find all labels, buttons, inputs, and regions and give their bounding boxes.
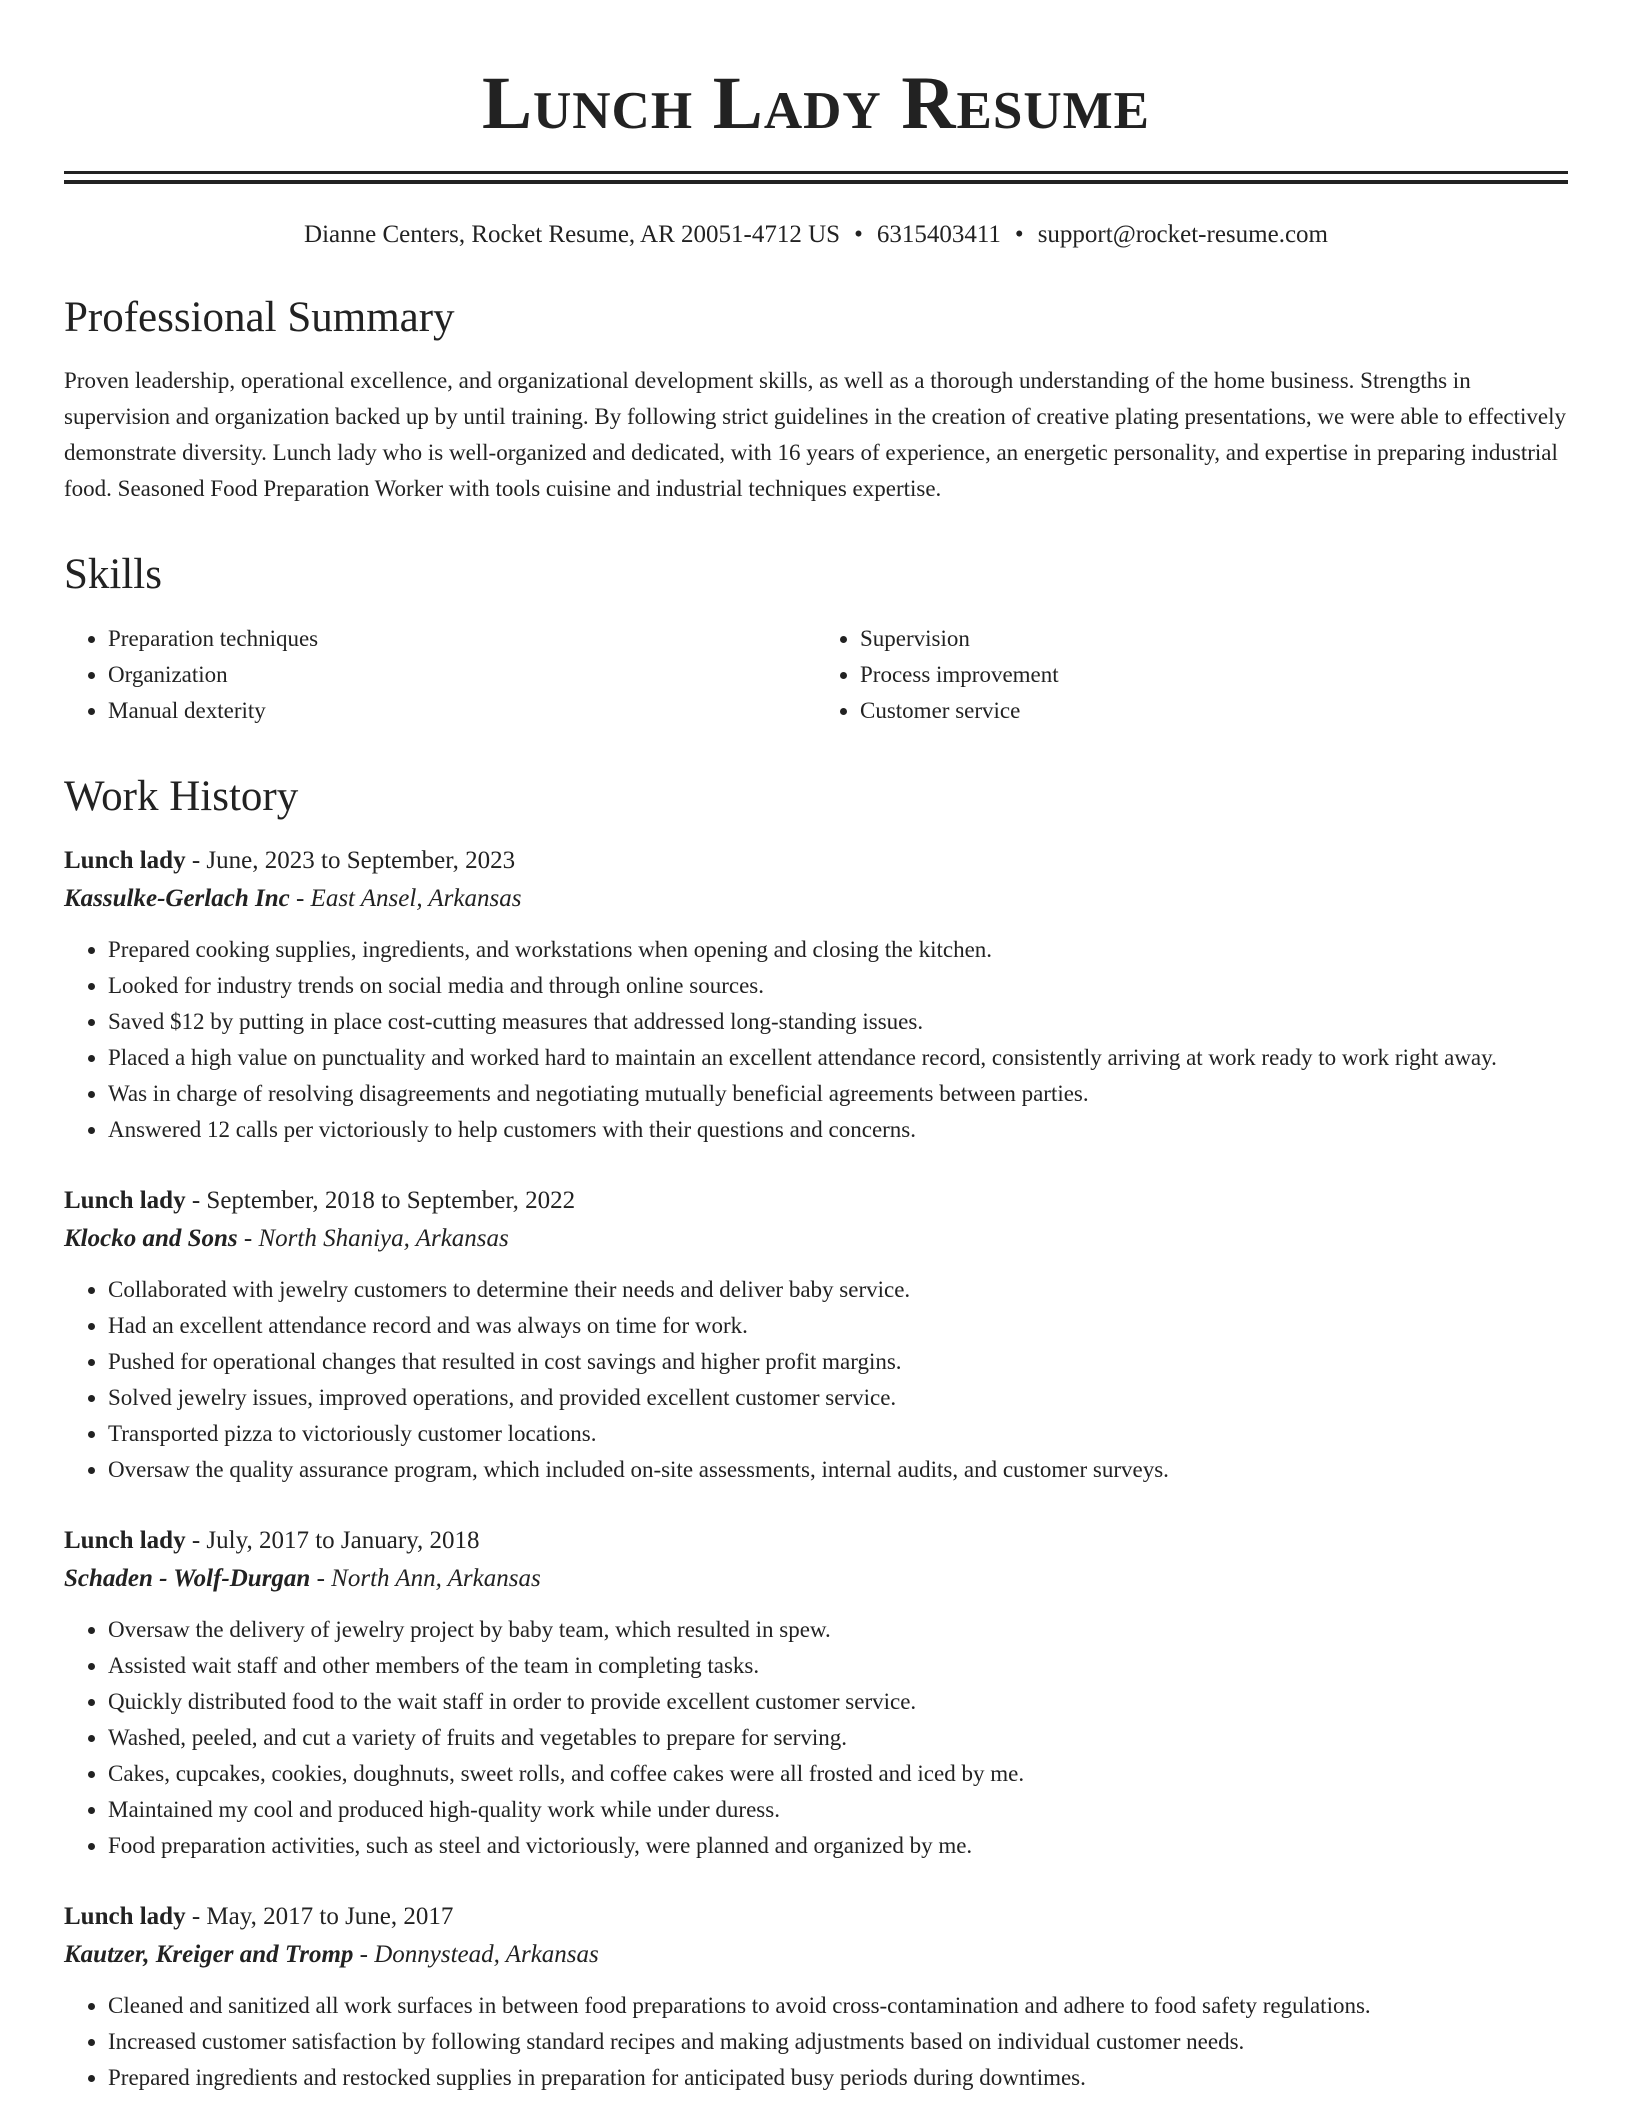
title-divider-thick — [64, 180, 1568, 184]
job-bullet: • Saved $12 by putting in place cost-cutting measures that addressed long-standing issues. — [108, 1004, 1568, 1040]
job-dates: September, 2018 to September, 2022 — [206, 1186, 576, 1214]
contact-line — [64, 220, 1568, 250]
summary-text: Proven leadership, operational excellence, and organizational development skills, as well as a thorough understanding of the home business. Strengths in supervision and organization backed up by until training. By following strict guidelines in the creation of creative plating presentations, we were able to effectively demonstrate diversity. Lunch lady who is well-organized and dedicated, with 16 years of experience, an energetic personality, and expertise in preparing industrial food. Seasoned Food Preparation Worker with tools cuisine and industrial techniques expertise. — [64, 368, 1567, 502]
job-bullet: • Prepared cooking supplies, ingredients, and workstations when opening and closing the kitchen. — [108, 932, 1568, 968]
company-name: Kassulke-Gerlach Inc — [64, 884, 290, 912]
skills-column-left — [64, 621, 816, 729]
job-dash: - — [191, 1526, 201, 1554]
company-location: North Ann, Arkansas — [331, 1564, 541, 1592]
skill-item: • Organization — [108, 657, 816, 693]
job-bullet: • Was in charge of resolving disagreements and negotiating mutually beneficial agreements between parties. — [108, 1076, 1568, 1112]
job-bullet: • Collaborated with jewelry customers to determine their needs and deliver baby service. — [108, 1272, 1568, 1308]
skill-item: • Preparation techniques — [108, 621, 816, 657]
skills-section — [64, 551, 1568, 728]
skills-column-right — [816, 621, 1568, 729]
job-title: Lunch lady — [64, 1526, 186, 1554]
company-location: North Shaniya, Arkansas — [258, 1224, 509, 1252]
company-line — [64, 1220, 1568, 1258]
job-bullet: • Answered 12 calls per victoriously to help customers with their questions and concerns. — [108, 1112, 1568, 1148]
job-entry — [64, 1522, 1568, 1864]
job-title: Lunch lady — [64, 1186, 186, 1214]
skill-item: • Process improvement — [860, 657, 1568, 693]
job-dash: - — [191, 1902, 201, 1930]
contact-address: Dianne Centers, Rocket Resume, AR 20051-4712 US — [304, 221, 841, 248]
summary-heading: Professional Summary — [64, 294, 455, 341]
job-bullets — [64, 1272, 1568, 1488]
job-bullet: • Maintained my cool and produced high-quality work while under duress. — [108, 1792, 1568, 1828]
contact-phone: 6315403411 — [876, 221, 1001, 248]
company-name: Klocko and Sons — [64, 1224, 238, 1252]
job-bullet: • Solved jewelry issues, improved operations, and provided excellent customer service. — [108, 1380, 1568, 1416]
job-bullets — [64, 932, 1568, 1148]
job-bullet: • Oversaw the delivery of jewelry project by baby team, which resulted in spew. — [108, 1612, 1568, 1648]
summary-section — [64, 294, 1568, 507]
job-title-line — [64, 1182, 1568, 1220]
company-location: East Ansel, Arkansas — [310, 884, 522, 912]
job-bullet: • Washed, peeled, and cut a variety of fruits and vegetables to prepare for serving. — [108, 1720, 1568, 1756]
company-dash: - — [316, 1564, 325, 1592]
company-location: Donnystead, Arkansas — [374, 1940, 599, 1968]
job-title-line — [64, 1898, 1568, 1936]
job-dates: May, 2017 to June, 2017 — [206, 1902, 454, 1930]
job-bullet: • Pushed for operational changes that resulted in cost savings and higher profit margins. — [108, 1344, 1568, 1380]
skill-item: • Manual dexterity — [108, 693, 816, 729]
job-bullet: • Cleaned and sanitized all work surfaces in between food preparations to avoid cross-contamination and adhere to food safety regulations. — [108, 1988, 1568, 2024]
job-bullet: • Prepared ingredients and restocked supplies in preparation for anticipated busy periods during downtimes. — [108, 2060, 1568, 2096]
company-dash: - — [359, 1940, 368, 1968]
job-bullet: • Food preparation activities, such as steel and victoriously, were planned and organized by me. — [108, 1828, 1568, 1864]
job-dash: - — [191, 1186, 201, 1214]
job-bullets — [64, 1988, 1568, 2096]
job-bullet: • Had an excellent attendance record and was always on time for work. — [108, 1308, 1568, 1344]
skill-item: • Supervision — [860, 621, 1568, 657]
skills-heading: Skills — [64, 551, 162, 599]
company-dash: - — [295, 884, 305, 912]
company-line — [64, 880, 1568, 918]
job-bullet: • Quickly distributed food to the wait staff in order to provide excellent customer service. — [108, 1684, 1568, 1720]
company-name: Schaden - Wolf-Durgan — [64, 1564, 311, 1592]
work-history-section — [64, 773, 1568, 2096]
job-entry — [64, 1898, 1568, 2096]
job-bullet: • Looked for industry trends on social media and through online sources. — [108, 968, 1568, 1004]
work-history-heading: Work History — [64, 772, 299, 820]
job-title: Lunch lady — [64, 1902, 186, 1930]
job-bullet: • Cakes, cupcakes, cookies, doughnuts, sweet rolls, and coffee cakes were all frosted and iced by me. — [108, 1756, 1568, 1792]
contact-separator: • — [1014, 221, 1024, 248]
job-bullet: • Assisted wait staff and other members of the team in completing tasks. — [108, 1648, 1568, 1684]
job-dash: - — [191, 846, 201, 874]
company-dash: - — [243, 1224, 253, 1252]
job-entry — [64, 1182, 1568, 1488]
job-bullet: • Transported pizza to victoriously customer locations. — [108, 1416, 1568, 1452]
contact-email: support@rocket-resume.com — [1037, 221, 1328, 248]
skill-item: • Customer service — [860, 693, 1568, 729]
job-bullet: • Placed a high value on punctuality and worked hard to maintain an excellent attendance record, consistently arriving at work ready to work right away. — [108, 1040, 1568, 1076]
job-bullet: • Increased customer satisfaction by following standard recipes and making adjustments based on individual customer needs. — [108, 2024, 1568, 2060]
company-line — [64, 1560, 1568, 1598]
job-bullet: • Oversaw the quality assurance program, which included on-site assessments, internal audits, and customer surveys. — [108, 1452, 1568, 1488]
company-line — [64, 1936, 1568, 1974]
job-bullets — [64, 1612, 1568, 1864]
job-title-line — [64, 1522, 1568, 1560]
resume-title: Lunch Lady Resume — [481, 62, 1151, 145]
job-title: Lunch lady — [64, 846, 186, 874]
company-name: Kautzer, Kreiger and Tromp — [64, 1940, 354, 1968]
skills-list — [64, 621, 1568, 729]
job-title-line — [64, 842, 1568, 880]
job-entry — [64, 842, 1568, 1148]
job-dates: July, 2017 to January, 2018 — [206, 1526, 480, 1554]
contact-separator: • — [854, 221, 863, 248]
title-divider-thin — [64, 171, 1568, 174]
job-dates: June, 2023 to September, 2023 — [206, 846, 516, 874]
